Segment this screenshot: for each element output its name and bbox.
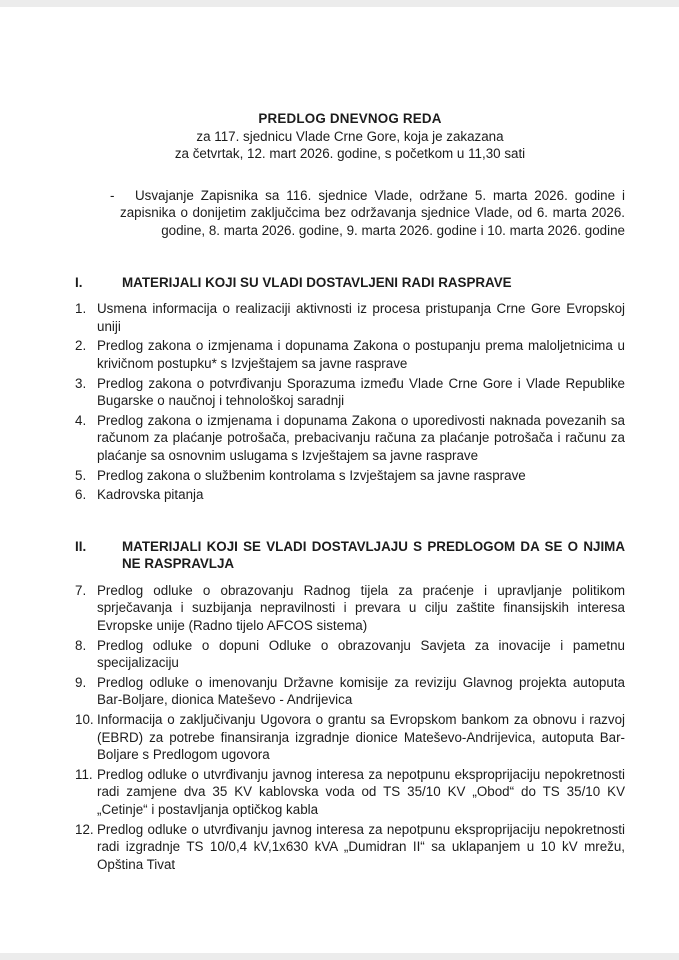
agenda-item-9 bbox=[75, 674, 625, 709]
item-text: Predlog odluke o imenovanju Državne komisije za reviziju Glavnog projekta autoputa Bar-Boljare, dionica Mateševo - Andrijevica bbox=[97, 674, 625, 708]
item-text: Predlog zakona o izmjenama i dopunama Zakona o postupanju prema maloljetnicima u krivičnom postupku* s Izvještajem sa javne rasprave bbox=[97, 338, 625, 371]
item-text: Predlog zakona o službenim kontrolama s Izvještajem sa javne rasprave bbox=[97, 467, 526, 483]
agenda-item-11 bbox=[75, 766, 625, 819]
item-number: 10. bbox=[75, 712, 94, 728]
section-2-heading bbox=[75, 538, 625, 573]
intro-dash: - bbox=[110, 187, 115, 203]
item-text: Predlog odluke o obrazovanju Radnog tijela za praćenje i upravljanje politikom sprječavanja i suzbijanja nepravilnosti i prevara u cilju zaštite finansijskih interesa Evropske unije (Radno tijelo AFCOS sistema) bbox=[97, 582, 625, 634]
item-text: Informacija o zaključivanju Ugovora o grantu sa Evropskom bankom za obnovu i razvoj (EBRD) za potrebe finansiranja izgradnje dionice Mateševo-Andrijevica, autoputa Bar-Boljare s Predlogom ugovora bbox=[97, 712, 625, 763]
item-text: Predlog odluke o utvrđivanju javnog interesa za nepotpunu eksproprijaciju nepokretnosti radi zamjene dva 35 KV kablovska voda od TS 35/10 KV „Obod“ do TS 35/10 KV „Cetinje“ i postavljanja optičkog kabla bbox=[97, 766, 625, 817]
document-subtitle-line-2: za četvrtak, 12. mart 2026. godine, s početkom u 11,30 sati bbox=[174, 146, 526, 162]
item-number: 1. bbox=[75, 301, 87, 317]
intro-paragraph bbox=[75, 187, 625, 240]
item-number: 7. bbox=[75, 582, 87, 598]
agenda-item-10 bbox=[75, 711, 625, 764]
document-title: PREDLOG DNEVNOG REDA bbox=[258, 111, 442, 126]
item-text: Usmena informacija o realizaciji aktivnosti iz procesa pristupanja Crne Gore Evropskoj uniji bbox=[97, 301, 625, 334]
agenda-item-5 bbox=[75, 467, 625, 485]
item-text: Kadrovska pitanja bbox=[97, 487, 204, 503]
agenda-item-4 bbox=[75, 412, 625, 465]
item-number: 2. bbox=[75, 338, 87, 354]
section-2-number: II. bbox=[75, 538, 87, 554]
item-number: 12. bbox=[75, 821, 94, 837]
item-number: 6. bbox=[75, 487, 87, 503]
agenda-item-8 bbox=[75, 637, 625, 672]
page-edge-bottom bbox=[0, 953, 679, 960]
agenda-item-6 bbox=[75, 486, 625, 504]
document-subtitle-line-1: za 117. sjednicu Vlade Crne Gore, koja je zakazana bbox=[196, 128, 504, 144]
agenda-item-1 bbox=[75, 300, 625, 335]
page-edge-top bbox=[0, 0, 679, 7]
item-text: Predlog zakona o izmjenama i dopunama Zakona o uporedivosti naknada povezanih sa računom za plaćanje potrošača, prebacivanju računa za plaćanje potrošača i računu za plaćanje sa osnovnim uslugama s Izvještajem sa javne rasprave bbox=[97, 412, 625, 463]
item-text: Predlog odluke o utvrđivanju javnog interesa za nepotpunu eksproprijaciju nepokretnosti radi izgradnje TS 10/0,4 kV,1x630 kVA „Dumidran II“ sa uklapanjem u 10 kV mrežu, Opština Tivat bbox=[97, 821, 625, 872]
item-number: 3. bbox=[75, 375, 87, 391]
item-text: Predlog odluke o dopuni Odluke o obrazovanju Savjeta za inovacije i pametnu specijalizaciju bbox=[97, 637, 625, 671]
agenda-item-7 bbox=[75, 582, 625, 635]
item-number: 4. bbox=[75, 412, 87, 428]
agenda-item-12 bbox=[75, 821, 625, 874]
section-1-number: I. bbox=[75, 274, 83, 290]
intro-text: Usvajanje Zapisnika sa 116. sjednice Vlade, održane 5. marta 2026. godine i zapisnika o donijetim zaključcima bez održavanja sjednice Vlade, od 6. marta 2026. godine, 8. marta 2026. godine, 9. marta 2026. godine i 10. marta 2026. godine bbox=[120, 187, 625, 238]
item-number: 9. bbox=[75, 674, 87, 690]
agenda-item-2 bbox=[75, 337, 625, 372]
section-1-heading-text: MATERIJALI KOJI SU VLADI DOSTAVLJENI RADI RASPRAVE bbox=[122, 274, 512, 290]
item-number: 11. bbox=[75, 766, 93, 782]
agenda-item-3 bbox=[75, 375, 625, 410]
section-2-heading-text: MATERIJALI KOJI SE VLADI DOSTAVLJAJU S PREDLOGOM DA SE O NJIMA NE RASPRAVLJA bbox=[122, 538, 625, 572]
item-text: Predlog zakona o potvrđivanju Sporazuma između Vlade Crne Gore i Vlade Republike Bugarske o naučnoj i tehnološkoj saradnji bbox=[97, 375, 625, 409]
item-number: 5. bbox=[75, 467, 87, 483]
item-number: 8. bbox=[75, 637, 87, 653]
section-1-heading bbox=[75, 274, 625, 292]
